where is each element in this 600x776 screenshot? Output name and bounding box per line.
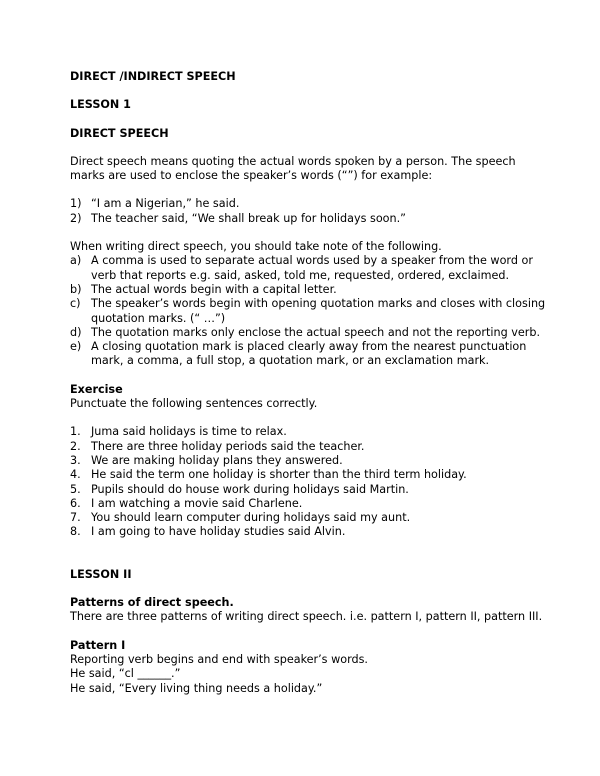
list-marker: 3. [70, 453, 81, 467]
list-item [70, 483, 550, 497]
list-item [70, 525, 550, 539]
list-item [70, 511, 550, 525]
list-item [70, 254, 550, 283]
list-marker: 1. [70, 425, 81, 439]
pattern-1-line: Reporting verb begins and end with speaker’s words. [70, 652, 368, 666]
list-item-text: The quotation marks only enclose the actual speech and not the reporting verb. [91, 325, 541, 339]
list-marker: 5. [70, 482, 81, 496]
list-item [70, 468, 550, 482]
list-item [70, 197, 550, 211]
exercise-heading: Exercise [70, 382, 123, 396]
list-marker: 8. [70, 525, 81, 539]
list-item-text: The actual words begin with a capital letter. [91, 282, 337, 296]
list-marker: 7. [70, 511, 81, 525]
list-item-text: A closing quotation mark is placed clearly away from the nearest punctuation mark, a comma, a full stop, a quotation mark, or an exclamation mark. [91, 340, 527, 368]
list-item-text: “I am a Nigerian,” he said. [91, 197, 240, 211]
list-item [70, 326, 550, 340]
list-item-text: There are three holiday periods said the teacher. [91, 439, 365, 453]
exercise-instruction: Punctuate the following sentences correctly. [70, 397, 318, 411]
list-item [70, 497, 550, 511]
list-item [70, 425, 550, 439]
direct-speech-heading: DIRECT SPEECH [70, 126, 169, 140]
patterns-intro: There are three patterns of writing direct speech. i.e. pattern I, pattern II, pattern III. [70, 610, 543, 624]
list-item-text: Juma said holidays is time to relax. [91, 425, 287, 439]
list-item-text: Pupils should do house work during holidays said Martin. [91, 482, 409, 496]
pattern-1-line: He said, “cl ______.” [70, 667, 181, 681]
pattern-1-line: He said, “Every living thing needs a holiday.” [70, 681, 323, 695]
list-marker: e) [70, 340, 82, 354]
list-item-text: I am going to have holiday studies said Alvin. [91, 525, 346, 539]
list-marker: d) [70, 325, 82, 339]
patterns-heading: Patterns of direct speech. [70, 596, 234, 610]
examples-list [70, 197, 550, 226]
list-marker: 1) [70, 197, 82, 211]
list-item [70, 297, 550, 326]
list-item [70, 283, 550, 297]
list-item-text: A comma is used to separate actual words used by a speaker from the word or verb that reports e.g. said, asked, told me, requested, ordered, exclaimed. [91, 254, 533, 282]
list-marker: 6. [70, 496, 81, 510]
list-item [70, 454, 550, 468]
pattern-1-heading: Pattern I [70, 638, 126, 652]
direct-speech-intro: Direct speech means quoting the actual words spoken by a person. The speech marks are used to enclose the speaker’s words (“”) for example: [70, 154, 516, 183]
notes-list [70, 254, 550, 368]
lesson-2-label: LESSON II [70, 567, 132, 581]
list-item-text: You should learn computer during holidays said my aunt. [91, 511, 411, 525]
list-item-text: The speaker’s words begin with opening quotation marks and closes with closing quotation marks. (“ …”) [91, 297, 546, 325]
list-item-text: I am watching a movie said Charlene. [91, 496, 303, 510]
list-marker: b) [70, 282, 82, 296]
exercise-list [70, 425, 550, 539]
notes-intro: When writing direct speech, you should take note of the following. [70, 240, 442, 254]
list-item-text: He said the term one holiday is shorter than the third term holiday. [91, 468, 467, 482]
list-item [70, 212, 550, 226]
list-item [70, 340, 550, 369]
list-marker: 2) [70, 211, 82, 225]
lesson-1-label: LESSON 1 [70, 98, 131, 112]
list-item-text: We are making holiday plans they answered. [91, 453, 343, 467]
list-marker: 4. [70, 468, 81, 482]
list-marker: 2. [70, 439, 81, 453]
list-item [70, 440, 550, 454]
document-title: DIRECT /INDIRECT SPEECH [70, 70, 236, 83]
document-page [70, 70, 550, 696]
list-marker: c) [70, 297, 81, 311]
list-item-text: The teacher said, “We shall break up for holidays soon.” [91, 211, 406, 225]
list-marker: a) [70, 254, 82, 268]
